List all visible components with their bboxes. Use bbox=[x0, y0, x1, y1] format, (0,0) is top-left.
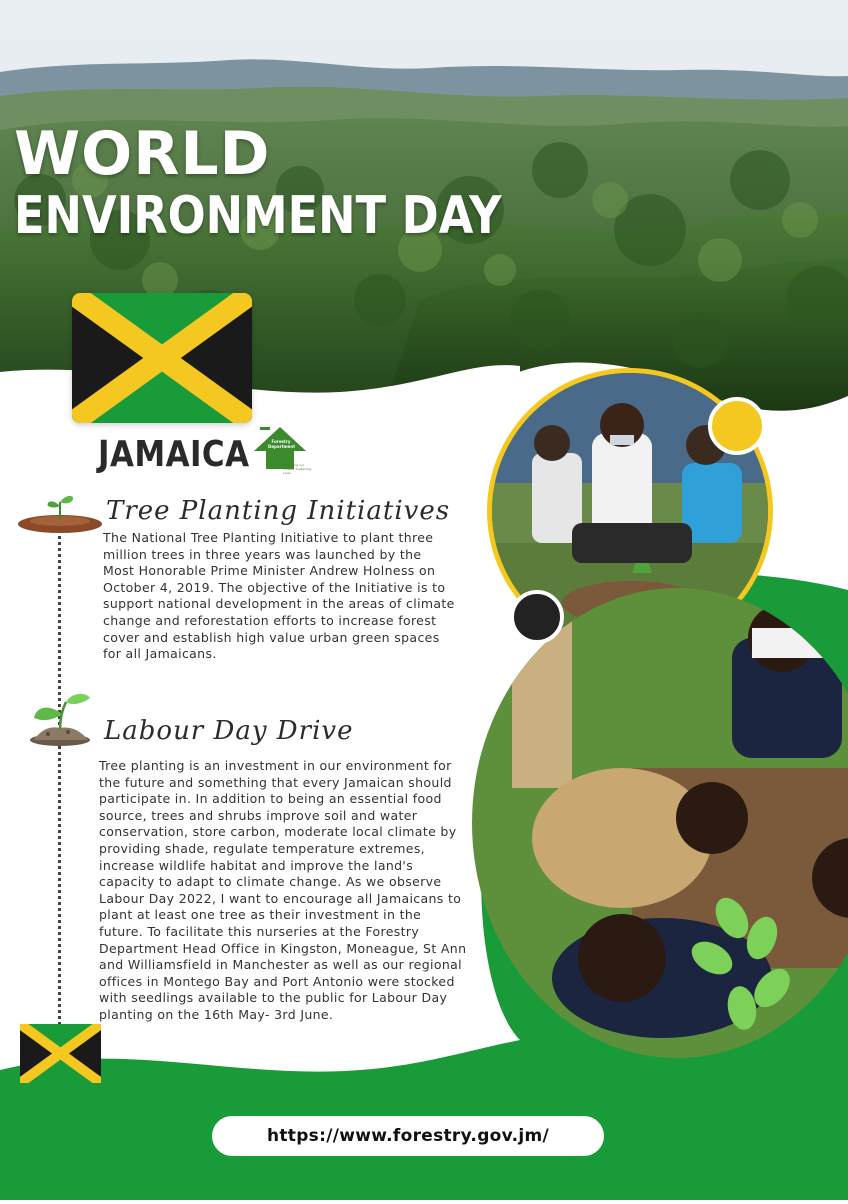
seedling-icon bbox=[16, 488, 102, 536]
section-heading-labour-day: Labour Day Drive bbox=[104, 716, 354, 746]
decorative-black-circle bbox=[510, 590, 564, 644]
logo-tagline: Protecting our Forests, Sustaining Lives bbox=[283, 463, 312, 475]
section-body-labour-day: Tree planting is an investment in our environment for the future and something that every Jamaican should participate in. In addition to being an essential food source, trees and shrubs improve soil and water conservation, store carbon, moderate local climate by providing shade, regulate temperature extremes, increase wildlife habitat and improve the land's capacity to adapt to climate change. As we observe Labour Day 2022, I want to encourage all Jamaicans to plant at least one tree as their investment in the future. To facilitate this nurseries at the Forestry Department Head Office in Kingston, Moneague, St Ann and Williamsfield in Manchester as well as our regional offices in Montego Bay and Port Antonio were stocked with seedlings available to the public for Labour Day planting on the 16th May- 3rd June. bbox=[99, 758, 467, 1022]
decorative-yellow-circle bbox=[708, 397, 766, 455]
page-title-line-2: ENVIRONMENT DAY bbox=[14, 186, 502, 246]
forestry-department-logo bbox=[250, 425, 310, 477]
jamaica-flag-icon bbox=[72, 293, 252, 423]
page-title-line-1: WORLD bbox=[14, 119, 271, 189]
country-label: JAMAICA bbox=[98, 434, 250, 475]
section-heading-tree-planting: Tree Planting Initiatives bbox=[106, 496, 451, 526]
section-body-tree-planting: The National Tree Planting Initiative to plant three million trees in three years was launched by the Most Honorable Prime Minister Andrew Holness on October 4, 2019. The objective of the Initiative is to support national development in the areas of climate change and reforestation efforts to increase forest cover and establish high value urban green spaces for all Jamaicans. bbox=[103, 530, 455, 662]
logo-name: Forestry Department bbox=[268, 439, 296, 449]
website-url-link[interactable]: https://www.forestry.gov.jm/ bbox=[212, 1116, 604, 1156]
jamaica-flag-small-icon bbox=[20, 1024, 101, 1083]
